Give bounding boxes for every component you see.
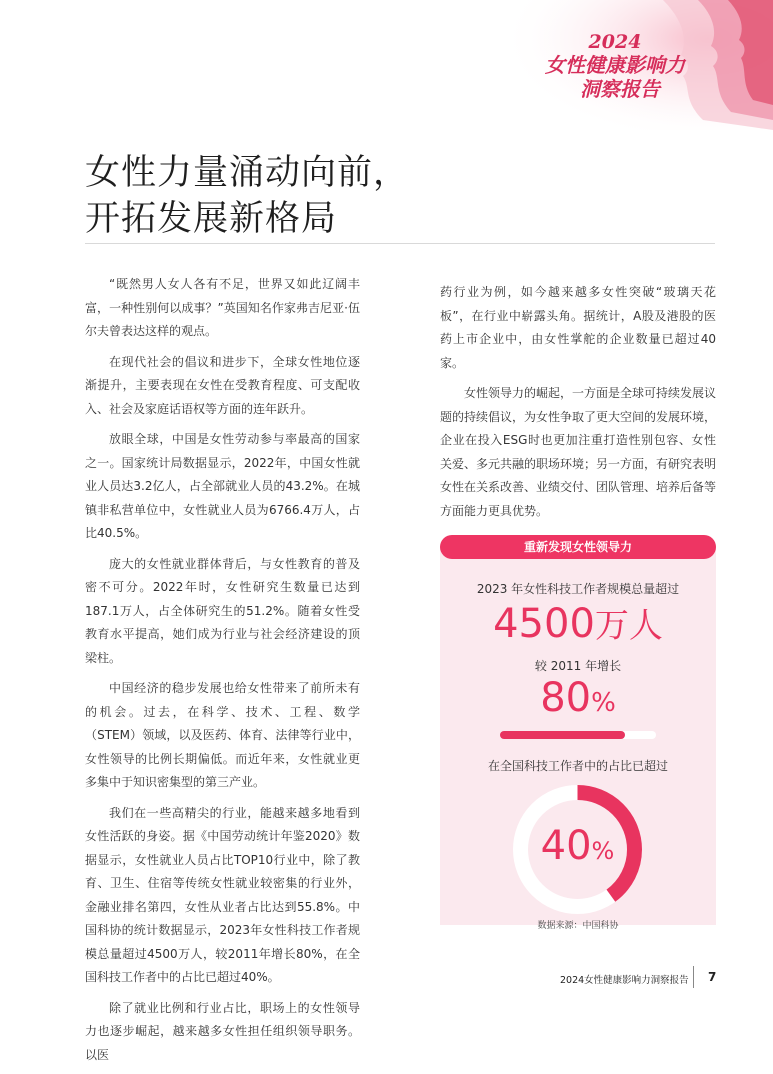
growth-progress-bar [500,731,656,739]
article-paragraph: 庞大的女性就业群体背后，与女性教育的普及密不可分。2022年时，女性研究生数量已达到187.1万人，占全体研究生的51.2%。随着女性受教育水平提高，她们成为行业与社会经济建设的顶梁柱。 [85,556,360,665]
article-right-column [440,281,716,530]
article-paragraph: 在现代社会的倡议和进步下，全球女性地位逐渐提升，主要表现在女性在受教育程度、可支配收入、社会及家庭话语权等方面的连年跃升。 [85,354,360,416]
article-paragraph: 除了就业比例和行业占比，职场上的女性领导力也逐步崛起，越来越多女性担任组织领导职务。以医 [85,1000,360,1062]
stat3-number: 40 [540,823,592,869]
article-paragraph: 放眼全球，中国是女性劳动参与率最高的国家之一。国家统计局数据显示，2022年，中国女性就业人员达3.2亿人，占全部就业人员的43.2%。在城镇非私营单位中，女性就业人员为6766.4万人，占比40.5%。 [85,432,360,540]
article-paragraph: 我们在一些高精尖的行业，能越来越多地看到女性活跃的身姿。据《中国劳动统计年鉴2020》数据显示，女性就业人员占比TOP10行业中，除了教育、卫生、住宿等传统女性就业较密集的行业外，金融业排名第四，女性从业者占比达到55.8%。中国科协的统计数据显示，2023年女性科技工作者规模总量超过4500万人，较2011年增长80%，在全国科技工作者中的占比已超过40%。 [85,805,360,984]
footer-report-title: 2024女性健康影响力洞察报告 [560,975,689,986]
stat3-label: 在全国科技工作者中的占比已超过 [487,759,668,773]
article-paragraph: 中国经济的稳步发展也给女性带来了前所未有的机会。过去，在科学、技术、工程、数学（STEM）领域，以及医药、体育、法律等行业中，女性领导的比例长期偏低。而近年来，女性就业更多集中于知识密集型的第三产业。 [85,681,360,789]
article-left-column [85,273,360,1074]
stat1-unit: 万人 [594,606,663,646]
stat1-value [440,598,716,652]
report-logo [525,32,705,101]
report-year: 2024 [588,31,642,53]
title-divider [85,243,715,244]
stat1-number: 4500 [493,601,595,647]
stat1-label: 2023 年女性科技工作者规模总量超过 [476,582,680,596]
article-paragraph: 女性领导力的崛起，一方面是全球可持续发展议题的持续倡议，为女性争取了更大空间的发展环境，企业在投入ESG时也更加注重打造性别包容、女性关爱、多元共融的职场环境；另一方面，有研究表明女性在关系改善、业绩交付、团队管理、培养后备等方面能力更具优势。 [440,386,717,518]
stat2-unit: % [591,688,616,718]
footer-divider [693,966,694,988]
growth-progress-fill [500,731,625,739]
report-title-line2: 洞察报告 [580,77,660,101]
stat3-unit: % [591,837,615,865]
report-title-line1: 女性健康影响力 [545,53,685,77]
article-paragraph-continued: 药行业为例，如今越来越多女性突破“玻璃天花板”，在行业中崭露头角。据统计，A股及港股的医药上市企业中，由女性掌舵的企业数量已超过40家。 [440,285,716,370]
data-source: 数据来源：中国科协 [537,921,619,931]
article-paragraph: “既然男人女人各有不足，世界又如此辽阔丰富，一种性别何以成事？”英国知名作家弗吉尼亚·伍尔夫曾表达这样的观点。 [85,277,360,338]
page-number: 7 [708,970,717,984]
stat2-label: 较 2011 年增长 [534,659,622,673]
stat2-value [440,672,716,729]
page-title [85,150,409,242]
stat3-value [510,818,645,879]
stat2-number: 80 [540,675,592,721]
infobox-header: 重新发现女性领导力 [440,535,716,559]
page-title-line1: 女性力量涌动向前， [85,153,410,193]
page-title-line2: 开拓发展新格局 [85,199,338,239]
